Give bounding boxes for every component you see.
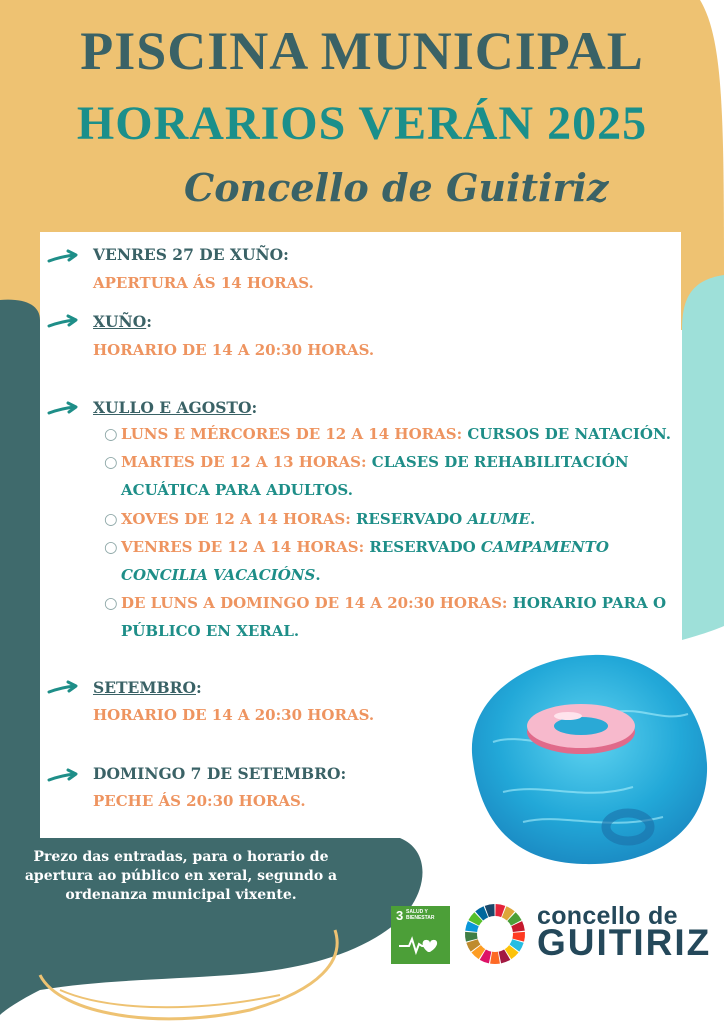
price-note: Prezo das entradas, para o horario de apertura ao público en xeral, segundo a ordenanza municipal vixente. xyxy=(24,849,338,903)
list-item-what-italic: ALUME xyxy=(467,510,530,528)
circle-bullet-icon: ○ xyxy=(104,594,118,612)
list-item-what-end: . xyxy=(529,510,536,528)
logo-line1: concello de xyxy=(537,902,678,930)
june-heading-colon: : xyxy=(146,312,152,331)
list-item-when: VENRES DE 12 A 14 HORAS: xyxy=(121,538,365,556)
arrow-icon xyxy=(47,401,79,417)
june-detail: HORARIO DE 14 A 20:30 HORAS. xyxy=(93,341,375,359)
july-august-heading xyxy=(93,398,257,417)
opening-detail: APERTURA ÁS 14 HORAS. xyxy=(93,274,314,292)
september-heading-colon: : xyxy=(196,678,202,697)
heart-pulse-icon xyxy=(399,934,443,956)
list-item xyxy=(121,505,681,533)
arrow-icon xyxy=(47,680,79,696)
organization-name: Concello de Guitiriz xyxy=(184,165,609,210)
list-item-when: DE LUNS A DOMINGO DE 14 A 20:30 HORAS: xyxy=(121,594,508,612)
list-item-when: XOVES DE 12 A 14 HORAS: xyxy=(121,510,351,528)
sdg-wheel-segment xyxy=(490,952,500,964)
june-heading xyxy=(93,312,152,331)
sdg-wheel-icon xyxy=(464,903,526,965)
list-item-what-end: . xyxy=(315,566,321,584)
july-august-heading-label: XULLO E AGOSTO xyxy=(93,398,252,417)
list-item-what: CLASES DE REHABILITACIÓN ACUÁTICA PARA ADULTOS. xyxy=(121,453,629,499)
list-item xyxy=(121,533,681,589)
list-item-when: MARTES DE 12 A 13 HORAS: xyxy=(121,453,367,471)
page-title: PISCINA MUNICIPAL xyxy=(80,21,644,81)
list-item-what: HORARIO PARA O PÚBLICO EN XERAL. xyxy=(121,594,667,640)
arrow-icon xyxy=(47,768,79,784)
closing-heading: DOMINGO 7 DE SETEMBRO: xyxy=(93,764,347,783)
september-heading xyxy=(93,678,202,697)
list-item xyxy=(121,589,681,645)
logo-line2: GUITIRIZ xyxy=(537,922,712,963)
september-detail: HORARIO DE 14 A 20:30 HORAS. xyxy=(93,706,375,724)
circle-bullet-icon: ○ xyxy=(104,425,118,443)
july-august-heading-colon: : xyxy=(251,398,258,417)
list-item-what: CURSOS DE NATACIÓN. xyxy=(462,425,671,443)
opening-heading: VENRES 27 DE XUÑO: xyxy=(93,245,289,264)
september-heading-label: SETEMBRO xyxy=(93,678,196,697)
june-heading-label: XUÑO xyxy=(93,312,147,331)
arrow-icon xyxy=(47,249,79,265)
arrow-icon xyxy=(47,314,79,330)
list-item-when: LUNS E MÉRCORES DE 12 A 14 HORAS: xyxy=(121,425,463,443)
list-item-what-italic: CAMPAMENTO CONCILIA VACACIÓNS xyxy=(121,538,609,584)
pool-float-image xyxy=(463,652,709,866)
sdg-label: SALUD Y BIENESTAR xyxy=(406,909,435,921)
circle-bullet-icon: ○ xyxy=(104,453,118,471)
page-subtitle: HORARIOS VERÁN 2025 xyxy=(76,97,648,150)
list-item-what-text: RESERVADO xyxy=(350,510,468,528)
closing-detail: PECHE ÁS 20:30 HORAS. xyxy=(93,792,306,810)
circle-bullet-icon: ○ xyxy=(104,538,118,556)
list-item xyxy=(121,448,681,504)
list-item xyxy=(121,420,681,448)
list-item-what-text: RESERVADO xyxy=(364,538,481,556)
circle-bullet-icon: ○ xyxy=(104,510,118,528)
sdg-badge xyxy=(391,906,450,964)
list-item-what xyxy=(351,510,535,528)
sdg-number: 3 xyxy=(396,908,404,923)
